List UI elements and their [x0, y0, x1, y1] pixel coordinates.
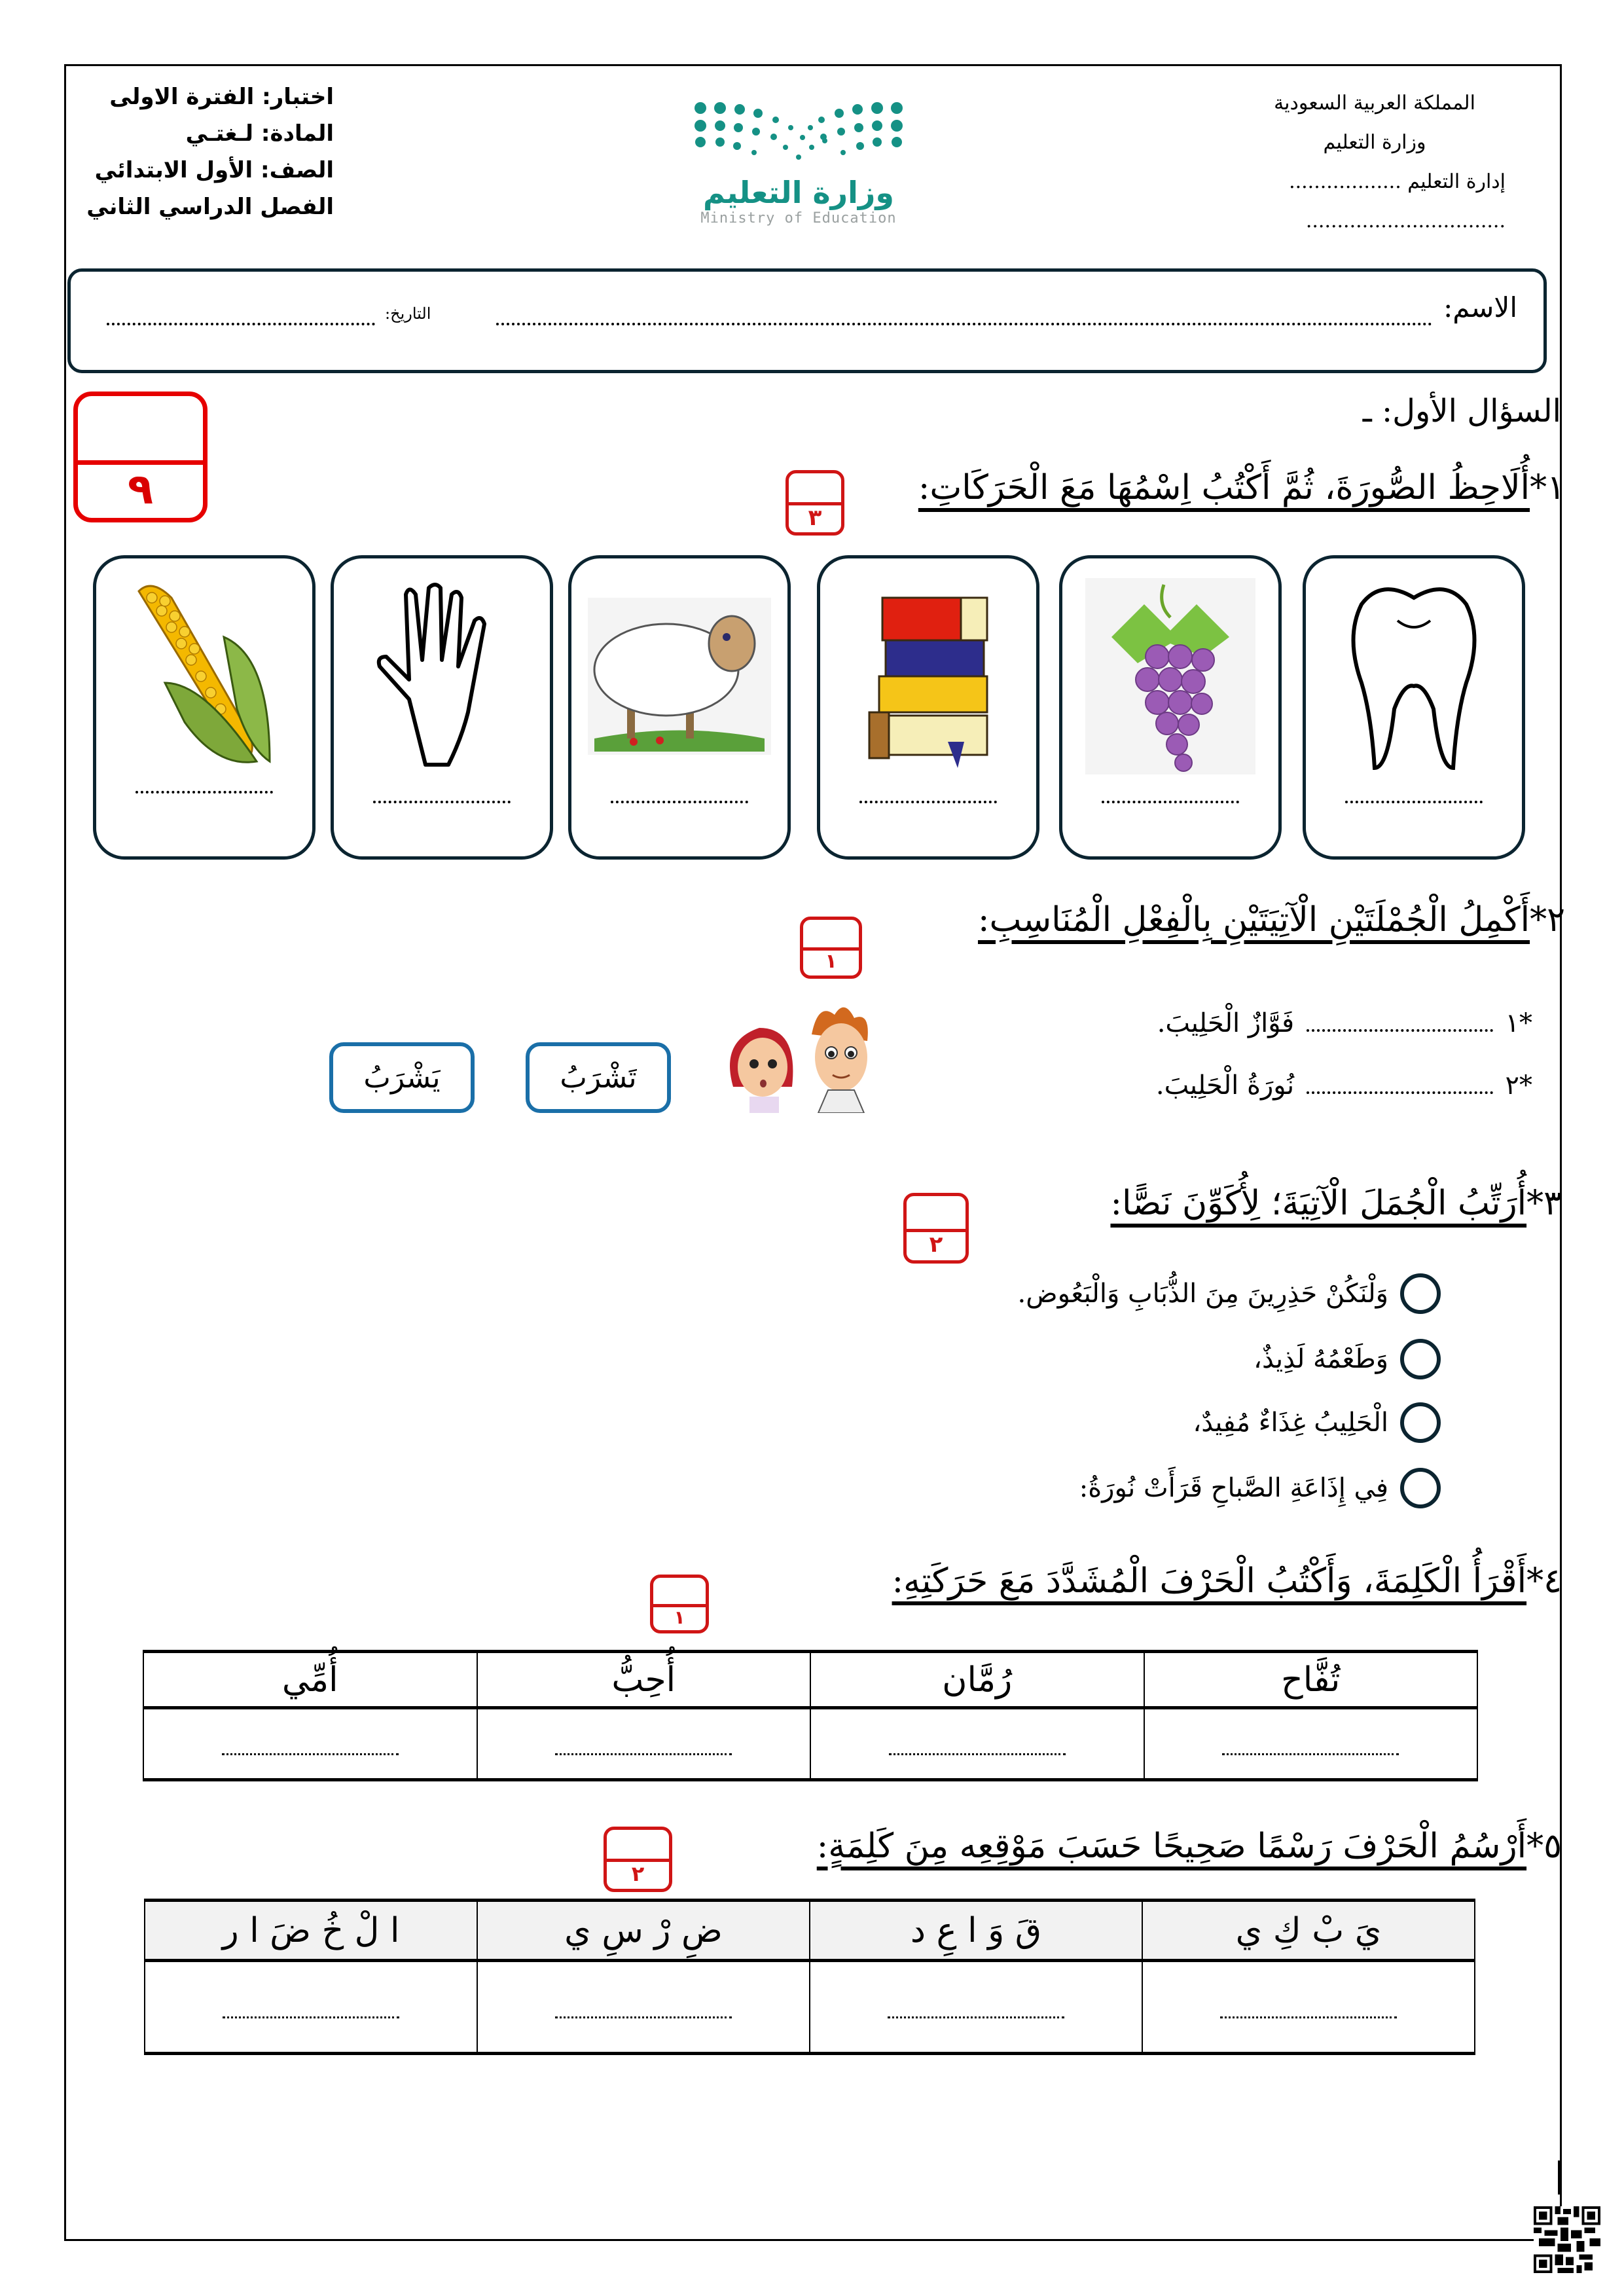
- shadda-answer-3[interactable]: [477, 1708, 811, 1780]
- logo-dots-icon: [681, 95, 916, 160]
- question-1-title: [918, 468, 1565, 507]
- order-item-4: [1079, 1468, 1441, 1508]
- order-item-4-text: فِي إِذَاعَةِ الصَّباحِ قَرَأَتْ نُورَةُ:: [1079, 1473, 1388, 1503]
- question-5-score-box: [604, 1827, 672, 1892]
- letters-answer-2[interactable]: [810, 1961, 1142, 2054]
- question-5-score: ٢: [631, 1861, 645, 1886]
- children-illustration-icon: [720, 1002, 890, 1113]
- sentence-1-text: فَوَّازٌ الْحَلِيبَ.: [1157, 1008, 1295, 1038]
- question-1-score-box: [785, 470, 844, 536]
- letters-word-4: ا لْ خُ ضَ ا ر: [145, 1901, 477, 1961]
- question-4-number: ٤*: [1526, 1561, 1562, 1601]
- order-item-1-text: وَلْنَكُنْ حَذِرِينَ مِنَ الذُّبَابِ وَالْبَعُوض.: [1017, 1279, 1388, 1309]
- logo-title: وزارة التعليم: [703, 175, 894, 210]
- logo-subtitle: Ministry of Education: [700, 210, 897, 227]
- shadda-word-4: أُمِّي: [143, 1652, 477, 1708]
- education-admin: إدارة التعليم ..................: [1289, 170, 1506, 193]
- section-title: السؤال الأول: ـ: [1362, 393, 1561, 429]
- sentence-2-blank[interactable]: [1307, 1091, 1493, 1094]
- picture-card-tooth: [1303, 555, 1525, 860]
- order-item-3-text: الْحَلِيبُ غِذَاءٌ مُفِيدٌ،: [1193, 1408, 1388, 1438]
- sentence-1: [1157, 1008, 1532, 1038]
- exam-period: اختبار: الفترة الاولى: [109, 84, 334, 110]
- letters-word-2: قَ وَ ا عِ د: [810, 1901, 1142, 1961]
- picture-card-sheep: [568, 555, 791, 860]
- exam-subject: المادة: لـغتـي: [185, 120, 334, 147]
- order-item-2: [1254, 1339, 1441, 1379]
- sheep-answer-line[interactable]: [611, 801, 748, 803]
- question-3-score-box: [903, 1193, 969, 1264]
- tooth-icon: [1342, 578, 1486, 774]
- question-5-text: أَرْسُمُ الْحَرْفَ رَسْمًا صَحِيحًا حَسَبَ مَوْقِعِه مِنَ كَلِمَةٍ:: [816, 1827, 1527, 1866]
- question-2-title: [978, 900, 1565, 939]
- exam-grade: الصف: الأول الابتدائي: [94, 157, 334, 183]
- shadda-answer-2[interactable]: [810, 1708, 1144, 1780]
- exam-semester: الفصل الدراسي الثاني: [86, 194, 334, 220]
- date-input-line[interactable]: [107, 323, 375, 325]
- ministry-info: [1218, 84, 1532, 241]
- question-1-score: ٣: [808, 505, 822, 531]
- kingdom-name: المملكة العربية السعودية: [1274, 92, 1475, 115]
- question-3-title: [1110, 1184, 1562, 1223]
- picture-card-hand: [331, 555, 553, 860]
- question-1-number: ١*: [1530, 468, 1565, 507]
- letters-answer-3[interactable]: [477, 1961, 810, 2054]
- hand-answer-line[interactable]: [373, 801, 511, 803]
- exam-info: [85, 79, 334, 225]
- picture-card-books: [817, 555, 1039, 860]
- question-5-title: [817, 1827, 1562, 1866]
- picture-card-corn: [93, 555, 316, 860]
- question-2-number: ٢*: [1530, 900, 1565, 939]
- ministry-name: وزارة التعليم: [1323, 131, 1426, 154]
- letter-writing-table: [144, 1899, 1475, 2055]
- question-2-text: أَكْمِلُ الْجُمْلَتَيْنِ الْآتِيَتَيْنِ بِالْفِعْلِ الْمُنَاسِبِ:: [977, 900, 1530, 939]
- question-5-number: ٥*: [1526, 1827, 1562, 1866]
- question-3-number: ٣*: [1526, 1184, 1562, 1223]
- order-circle-1[interactable]: [1400, 1273, 1441, 1314]
- page-border-bottom: [64, 2239, 1543, 2241]
- sentence-1-blank[interactable]: [1307, 1029, 1493, 1032]
- corn-icon: [126, 578, 283, 774]
- question-1-text: أُلَاحِظُ الصُّورَةَ، ثُمَّ أَكْتُبُ اِسْمُهَا مَعَ الْحَرَكَاتِ:: [918, 468, 1530, 507]
- books-answer-line[interactable]: [859, 801, 997, 803]
- books-icon: [850, 585, 1007, 768]
- verb-choice-yashrab[interactable]: يَشْرَبُ: [329, 1042, 475, 1113]
- shadda-answer-1[interactable]: [1144, 1708, 1478, 1780]
- order-item-1: [1018, 1273, 1441, 1314]
- grapes-answer-line[interactable]: [1102, 801, 1239, 803]
- student-info-box: [67, 268, 1547, 373]
- grapes-icon: [1085, 578, 1255, 774]
- ministry-logo: [681, 95, 916, 232]
- letters-word-3: ضِ رْ سِ ي: [477, 1901, 810, 1961]
- name-label: الاسم:: [1443, 291, 1517, 323]
- letters-word-1: يَ بْ كِ ي: [1142, 1901, 1475, 1961]
- qr-guide-line-vertical: [1558, 2160, 1560, 2195]
- tooth-answer-line[interactable]: [1345, 801, 1483, 803]
- order-circle-3[interactable]: [1400, 1402, 1441, 1443]
- verb-choice-tashrab[interactable]: تَشْرَبُ: [526, 1042, 671, 1113]
- question-2-score: ١: [825, 950, 837, 973]
- picture-card-grapes: [1059, 555, 1282, 860]
- shadda-answer-4[interactable]: [143, 1708, 477, 1780]
- shadda-words-table: [143, 1650, 1478, 1781]
- sentence-1-number: *١: [1505, 1008, 1532, 1038]
- shadda-word-2: رُمَّان: [810, 1652, 1144, 1708]
- question-4-score-box: [650, 1575, 709, 1633]
- sentence-2-text: نُورَةُ الْحَلِيبَ.: [1155, 1070, 1295, 1101]
- shadda-word-1: تُفَّاح: [1144, 1652, 1478, 1708]
- letters-answer-1[interactable]: [1142, 1961, 1475, 2054]
- order-item-3: [1193, 1402, 1441, 1443]
- question-4-title: [892, 1561, 1562, 1601]
- question-2-score-box: [800, 917, 862, 979]
- order-circle-2[interactable]: [1400, 1339, 1441, 1379]
- hand-icon: [370, 581, 514, 771]
- question-4-text: أَقْرَأُ الْكَلِمَةَ، وَأَكْتُبُ الْحَرْفَ الْمُشَدَّدَ مَعَ حَرَكَتِهِ:: [892, 1561, 1527, 1601]
- sheep-icon: [588, 598, 771, 755]
- question-3-score: ٢: [929, 1231, 943, 1258]
- question-3-text: أُرَتِّبُ الْجُمَلَ الْآتِيَةَ؛ لِأُكَوِّنَ نَصًّا:: [1110, 1184, 1527, 1223]
- name-input-line[interactable]: [496, 323, 1432, 325]
- qr-code-icon: [1534, 2206, 1600, 2273]
- sentence-2-number: *٢: [1505, 1070, 1532, 1101]
- corn-answer-line[interactable]: [135, 791, 273, 793]
- order-item-2-text: وَطَعْمُهُ لَذِيذٌ،: [1254, 1344, 1388, 1374]
- sentence-2: [1156, 1070, 1532, 1101]
- date-label: التاريخ:: [385, 304, 431, 323]
- letters-answer-4[interactable]: [145, 1961, 477, 2054]
- shadda-word-3: أُحِبُّ: [477, 1652, 811, 1708]
- total-score-box: [73, 392, 208, 522]
- question-4-score: ١: [674, 1607, 685, 1628]
- total-score-value: ٩: [127, 465, 154, 514]
- order-circle-4[interactable]: [1400, 1468, 1441, 1508]
- school-name-line: ................................: [1305, 210, 1506, 232]
